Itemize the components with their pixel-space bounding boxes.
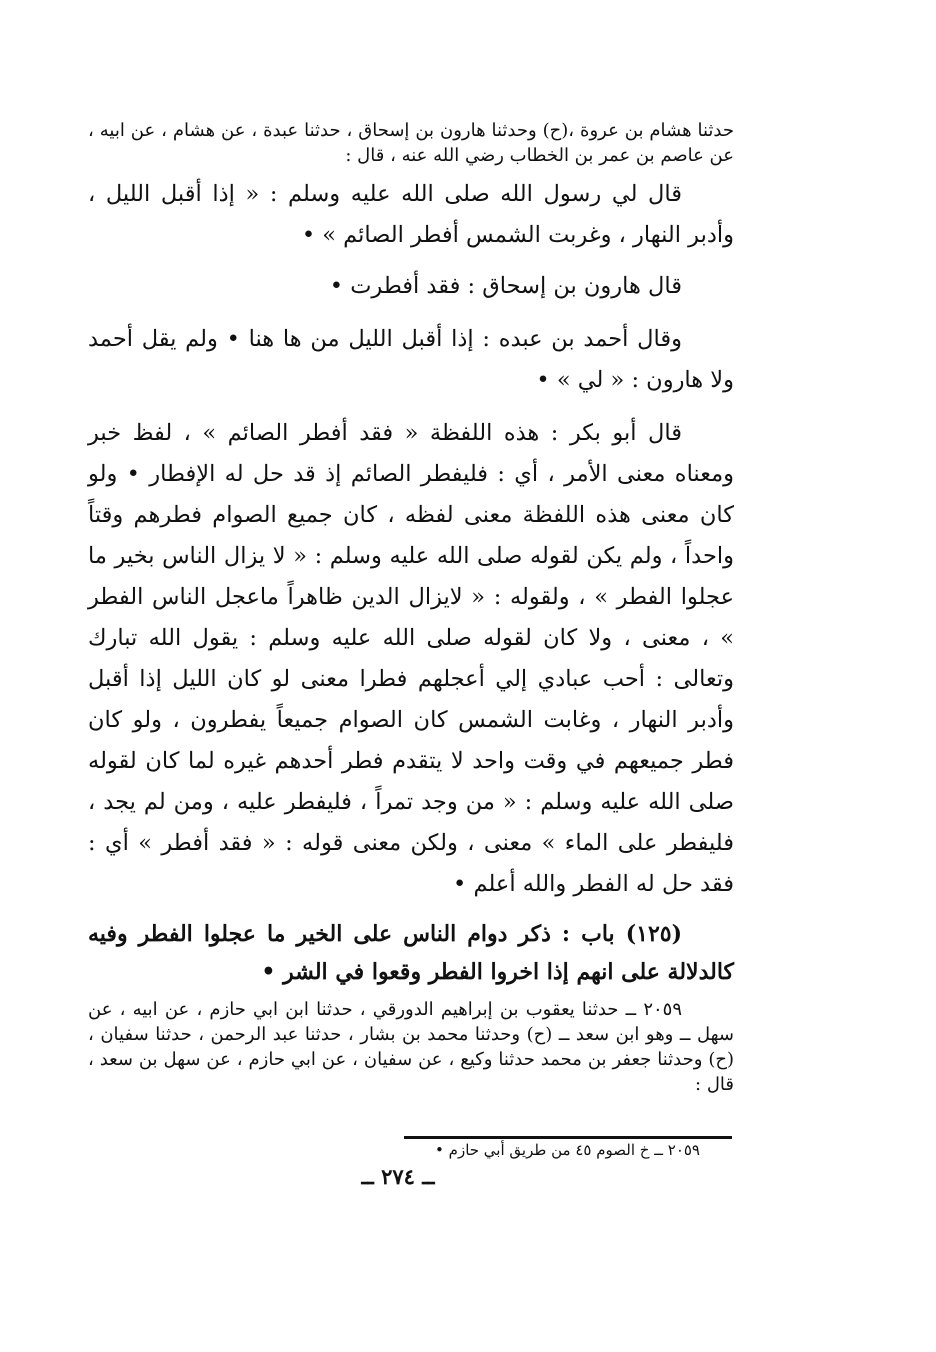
chapter-heading: (١٢٥) باب : ذكر دوام الناس على الخير ما عجلوا الفطر وفيه كالدلالة على انهم إذا اخروا الفطر وقعوا في الشر • <box>88 921 734 985</box>
hadith-text: قال لي رسول الله صلى الله عليه وسلم : « إذا أقبل الليل ، وأدبر النهار ، وغربت الشمس أفطر الصائم » • <box>88 181 734 248</box>
footnote: ٢٠٥٩ ــ خ الصوم ٤٥ من طريق أبي حازم • <box>435 1141 700 1159</box>
page-text-block <box>88 118 734 1097</box>
harun-note: قال هارون بن إسحاق : فقد أفطرت • <box>329 273 682 299</box>
abu-bakr-commentary: قال أبو بكر : هذه اللفظة « فقد أفطر الصائم » ، لفظ خبر ومعناه معنى الأمر ، أي : فليفطر الصائم إذ قد حل له الإفطار • ولو كان معنى هذه اللفظة معنى لفظه ، كان جميع الصوام فطرهم وقتاً واحداً ، ولم يكن لقوله صلى الله عليه وسلم : « لا يزال الناس بخير ما عجلوا الفطر » ، ولقوله : « لايزال الدين ظاهراً ماعجل الناس الفطر » ، معنى ، ولا كان لقوله صلى الله عليه وسلم : يقول الله تبارك وتعالى : أحب عبادي إلي أعجلهم فطرا معنى لو كان الليل إذا أقبل وأدبر النهار ، وغابت الشمس كان الصوام جميعاً يفطرون ، ولو كان فطر جميعهم في وقت واحد لا يتقدم فطر أحدهم غيره لما كان لقوله صلى الله عليه وسلم : « من وجد تمراً ، فليفطر عليه ، ومن لم يجد ، فليفطر على الماء » معنى ، ولكن معنى قوله : « فقد أفطر » أي : فقد حل له الفطر والله أعلم • <box>88 420 734 897</box>
page-number: ــ ٢٧٤ ــ <box>361 1164 435 1189</box>
hadith-2059-isnad: ٢٠٥٩ ــ حدثنا يعقوب بن إبراهيم الدورقي ، حدثنا ابن ابي حازم ، عن ابيه ، عن سهل ــ وهو ابن سعد ــ (ح) وحدثنا محمد بن بشار ، حدثنا عبد الرحمن ، حدثنا سفيان ، (ح) وحدثنا جعفر بن محمد حدثنا وكيع ، عن سفيان ، عن ابي حازم ، عن سهل بن سعد ، قال : <box>88 999 734 1095</box>
ahmad-note: وقال أحمد بن عبده : إذا أقبل الليل من ها هنا • ولم يقل أحمد ولا هارون : « لي » • <box>88 326 734 393</box>
isnad-paragraph: حدثنا هشام بن عروة ،(ح) وحدثنا هارون بن إسحاق ، حدثنا عبدة ، عن هشام ، عن ابيه ، عن عاصم بن عمر بن الخطاب رضي الله عنه ، قال : <box>88 120 734 166</box>
